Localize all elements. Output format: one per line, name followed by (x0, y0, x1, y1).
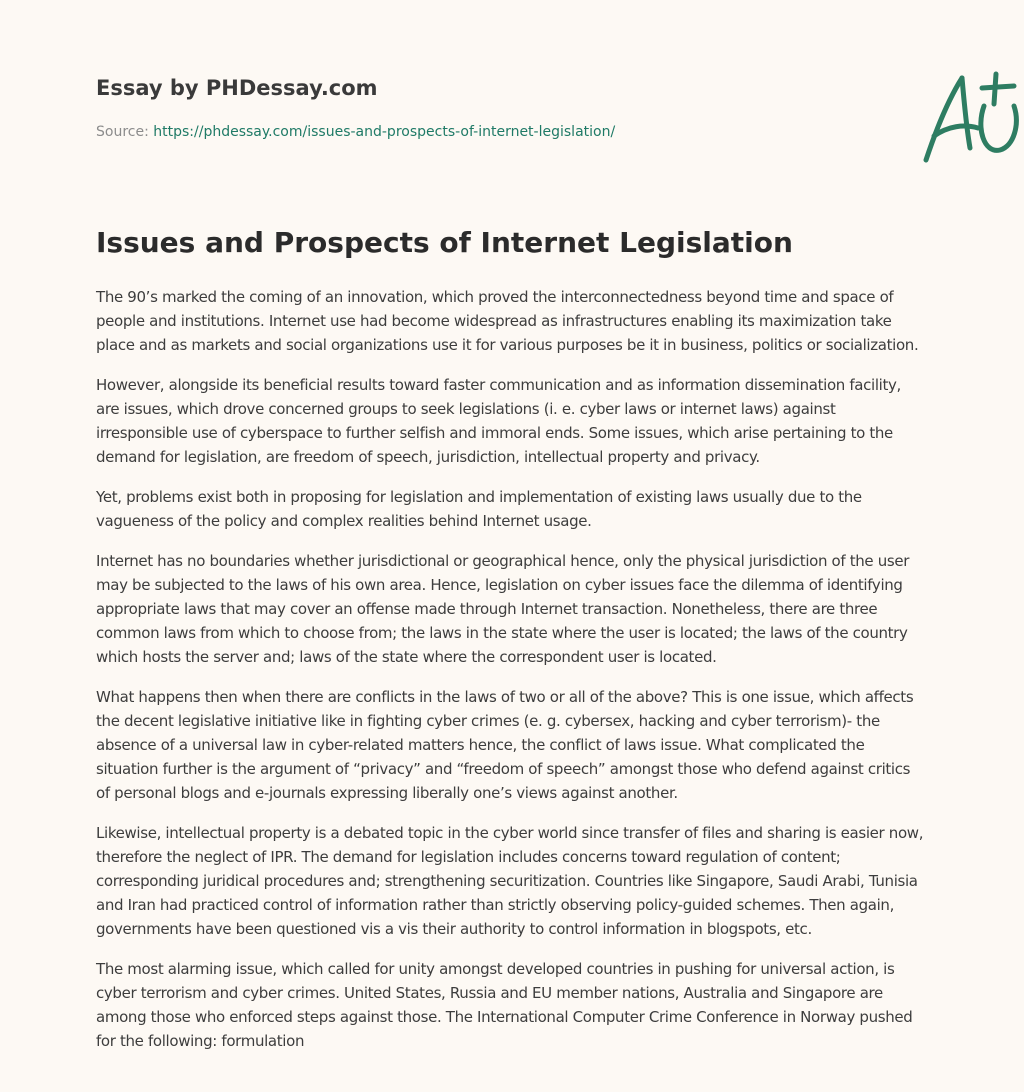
paragraph: However, alongside its beneficial results toward faster communication and as information dissemination facility, are issues, which drove concerned groups to seek legislations (i. e. cyber laws or internet laws) against irresponsible use of cyberspace to further selfish and immoral ends. Some issues, which arise pertaining to the demand for legislation, are freedom of speech, jurisdiction, intellectual property and privacy. (96, 376, 901, 466)
source-line (96, 124, 615, 140)
paragraph: What happens then when there are conflicts in the laws of two or all of the above? This is one issue, which affects the decent legislative initiative like in fighting cyber crimes (e. g. cybersex, hacking and cyber terrorism)- the absence of a universal law in cyber-related matters hence, the conflict of laws issue. What complicated the situation further is the argument of “privacy” and “freedom of speech” amongst those who defend against critics of personal blogs and e-journals expressing liberally one’s views against another. (96, 688, 914, 802)
paragraph: Internet has no boundaries whether jurisdictional or geographical hence, only the physical jurisdiction of the user may be subjected to the laws of his own area. Hence, legislation on cyber issues face the dilemma of identifying appropriate laws that may cover an offense made through Internet transaction. Nonetheless, there are three common laws from which to choose from; the laws in the state where the user is located; the laws of the country which hosts the server and; laws of the state where the correspondent user is located. (96, 552, 910, 666)
source-link[interactable]: https://phdessay.com/issues-and-prospects-of-internet-legislation/ (153, 124, 616, 140)
source-label: Source: (96, 124, 149, 140)
a-plus-grade-icon (922, 70, 1022, 166)
essay-title: Issues and Prospects of Internet Legislation (96, 226, 793, 259)
paragraph: The 90’s marked the coming of an innovation, which proved the interconnectedness beyond time and space of people and institutions. Internet use had become widespread as infrastructures enabling its maximization take place and as markets and social organizations use it for various purposes be it in business, politics or socialization. (96, 288, 919, 354)
site-brand: Essay by PHDessay.com (96, 76, 378, 100)
essay-body (96, 285, 928, 1069)
paragraph: Yet, problems exist both in proposing for legislation and implementation of existing laws usually due to the vagueness of the policy and complex realities behind Internet usage. (96, 488, 862, 530)
paragraph: The most alarming issue, which called for unity amongst developed countries in pushing for universal action, is cyber terrorism and cyber crimes. United States, Russia and EU member nations, Australia and Singapore are among those who enforced steps against those. The International Computer Crime Conference in Norway pushed for the following: formulation (96, 960, 913, 1050)
paragraph: Likewise, intellectual property is a debated topic in the cyber world since transfer of files and sharing is easier now, therefore the neglect of IPR. The demand for legislation includes concerns toward regulation of content; corresponding juridical procedures and; strengthening securitization. Countries like Singapore, Saudi Arabi, Tunisia and Iran had practiced control of information rather than strictly observing policy-guided schemes. Then again, governments have been questioned vis a vis their authority to control information in blogspots, etc. (96, 824, 924, 938)
